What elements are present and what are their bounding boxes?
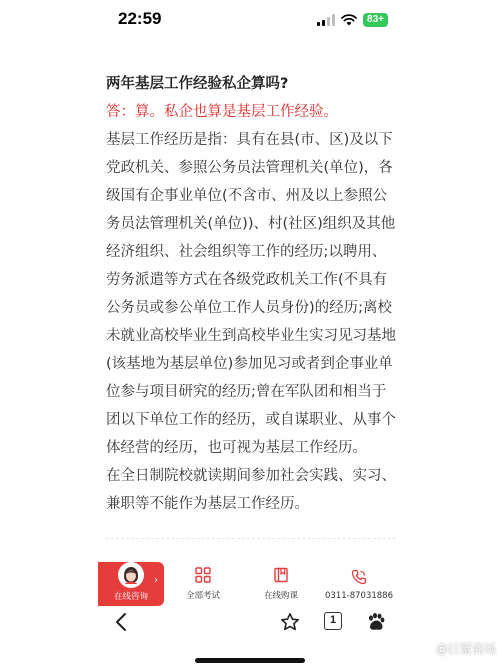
article-content xyxy=(106,70,398,518)
article-paragraph: 基层工作经历是指：具有在县(市、区)及以下党政机关、参照公务员法管理机关(单位)，各级国有企事业单位(不含市、州及以上参照公务员法管理机关(单位))、村(社区)组织及其他经济组织、社会组织等工作的经历;以聘用、劳务派遣等方式在各级党政机关工作(不具有公务员或参公单位工作人员身份)的经历;离校未就业高校毕业生到高校毕业生实习见习基地(该基地为基层单位)参加见习或者到企事业单位参与项目研究的经历;曾在军队团和相当于团以下单位工作的经历，或自谋职业、从事个体经营的经历，也可视为基层工作经历。 xyxy=(106,132,396,456)
back-button[interactable] xyxy=(114,612,128,636)
online-consult-label: 在线咨询 xyxy=(113,592,148,602)
paw-icon xyxy=(366,612,386,632)
star-icon xyxy=(280,612,300,632)
watermark: @巨蟹商场 xyxy=(435,642,496,656)
article-answer: 答：算。私企也算是基层工作经验。 xyxy=(106,104,338,120)
buy-course-label: 在线购课 xyxy=(263,591,298,601)
favorite-button[interactable] xyxy=(280,612,300,636)
wifi-icon xyxy=(341,14,357,26)
buy-course-button[interactable] xyxy=(242,562,320,606)
status-time: 22:59 xyxy=(118,9,162,28)
all-exams-label: 全部考试 xyxy=(185,591,220,601)
home-indicator xyxy=(195,658,305,663)
page-count-badge: 1 xyxy=(324,612,342,630)
all-exams-button[interactable] xyxy=(164,562,242,606)
online-consult-button[interactable] xyxy=(98,562,164,606)
chevron-right-icon: › xyxy=(154,575,158,586)
cellular-signal-icon xyxy=(317,14,335,26)
bottom-action-bar xyxy=(98,562,398,606)
article-question: 两年基层工作经验私企算吗? xyxy=(106,76,289,92)
grid-icon xyxy=(195,567,211,583)
consultant-avatar-icon xyxy=(118,562,144,588)
browser-toolbar xyxy=(98,606,398,642)
article-paragraph: 在全日制院校就读期间参加社会实践、实习、兼职等不能作为基层工作经历。 xyxy=(106,468,396,512)
battery-indicator: 83+ xyxy=(363,13,388,27)
phone-icon xyxy=(351,569,367,585)
call-phone-button[interactable] xyxy=(320,562,398,606)
phone-number-label: 0311-87031886 xyxy=(325,591,393,601)
book-icon xyxy=(273,567,289,583)
content-divider xyxy=(106,538,396,539)
status-indicators xyxy=(317,12,388,28)
baidu-button[interactable] xyxy=(366,612,386,636)
status-bar xyxy=(0,0,500,44)
chevron-left-icon xyxy=(114,612,128,632)
pages-button[interactable] xyxy=(324,612,342,630)
